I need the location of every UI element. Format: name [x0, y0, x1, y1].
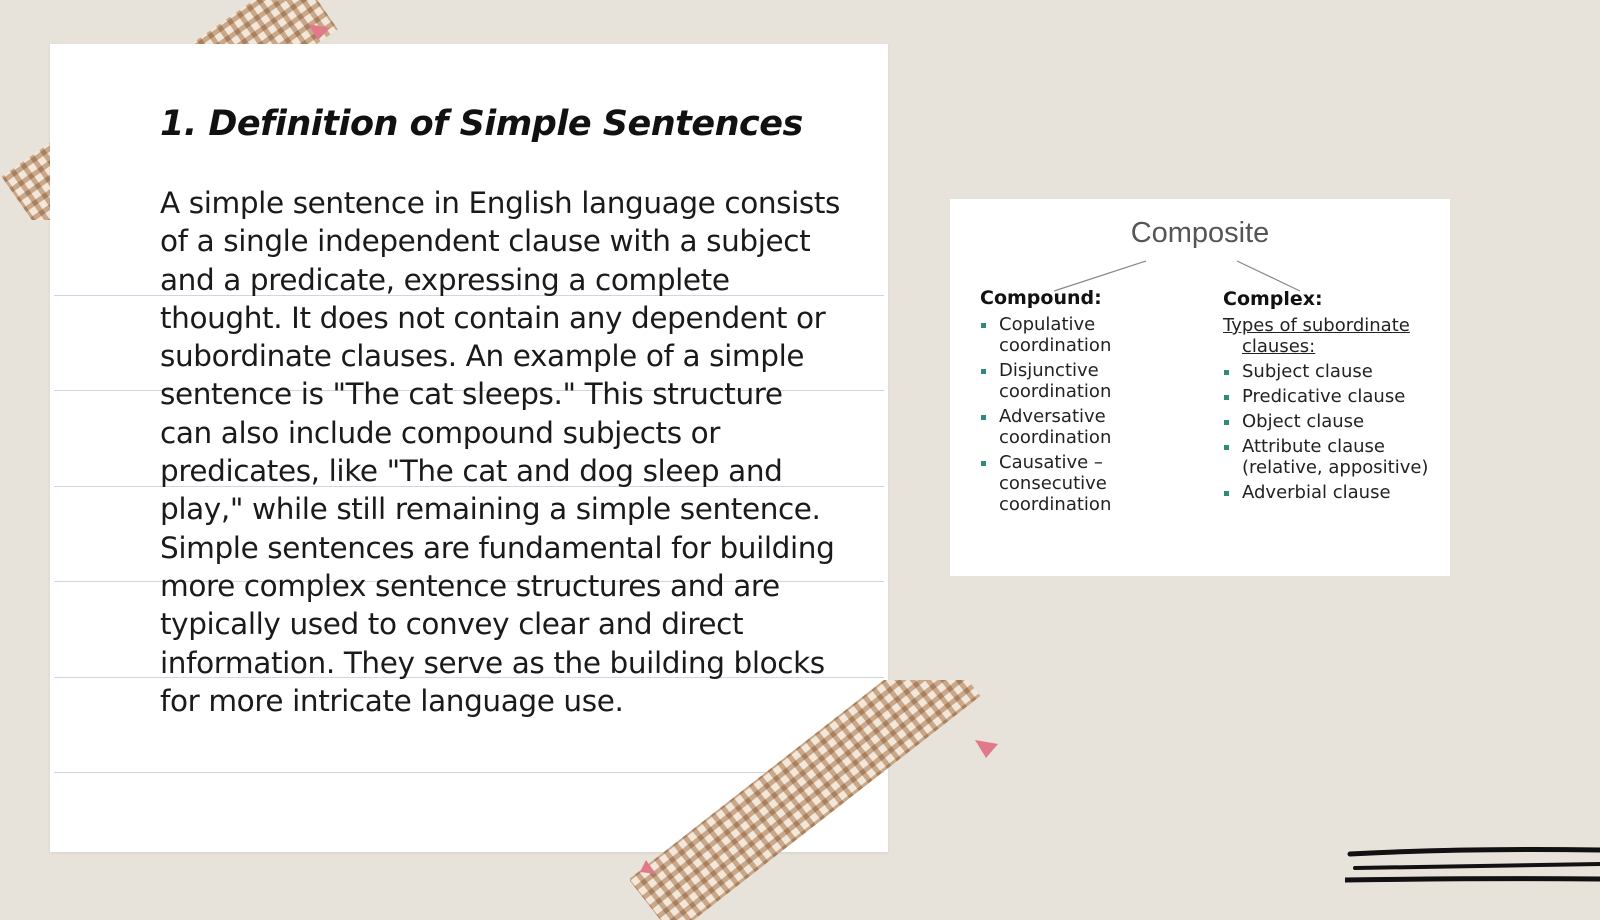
list-item: Object clause — [1223, 411, 1443, 432]
compound-list — [980, 314, 1180, 515]
square-bullet-icon — [981, 369, 986, 374]
slide-title: 1. Definition of Simple Sentences — [160, 104, 803, 144]
square-bullet-icon — [981, 323, 986, 328]
square-bullet-icon — [981, 461, 986, 466]
list-item: Copulative coordination — [980, 314, 1180, 356]
square-bullet-icon — [981, 415, 986, 420]
square-bullet-icon — [1224, 395, 1229, 400]
list-item: Causative – consecutive coordination — [980, 452, 1180, 515]
tape-decoration-bottom — [630, 680, 1030, 920]
list-item: Predicative clause — [1223, 386, 1443, 407]
compound-heading: Compound: — [980, 287, 1102, 309]
square-bullet-icon — [1224, 370, 1229, 375]
complex-list — [1223, 361, 1443, 503]
subordinate-types-subheading: Types of subordinate clauses: — [1223, 315, 1410, 357]
complex-heading: Complex: — [1223, 288, 1323, 310]
definition-paragraph: A simple sentence in English language consists of a single independent clause with a subject and a predicate, expressing a complete thought. It does not contain any dependent or subordinate clauses. An example of a simple sentence is "The cat sleeps." This structure can also include compound subjects or predicates, like "The cat and dog sleep and play," while still remaining a simple sentence. Simple sentences are fundamental for building more complex sentence structures and are typically used to convey clear and direct information. They serve as the building blocks for more intricate language use. — [160, 186, 841, 718]
diagram-title: Composite — [1130, 217, 1270, 249]
list-item: Adversative coordination — [980, 406, 1180, 448]
list-item: Disjunctive coordination — [980, 360, 1180, 402]
brush-stroke-decoration — [1345, 844, 1600, 894]
square-bullet-icon — [1224, 491, 1229, 496]
square-bullet-icon — [1224, 445, 1229, 450]
composite-sentence-diagram — [950, 199, 1450, 576]
list-item: Attribute clause (relative, appositive) — [1223, 436, 1443, 478]
compound-column — [980, 287, 1180, 519]
list-item: Subject clause — [1223, 361, 1443, 382]
complex-column — [1223, 288, 1443, 507]
list-item: Adverbial clause — [1223, 482, 1443, 503]
square-bullet-icon — [1224, 420, 1229, 425]
